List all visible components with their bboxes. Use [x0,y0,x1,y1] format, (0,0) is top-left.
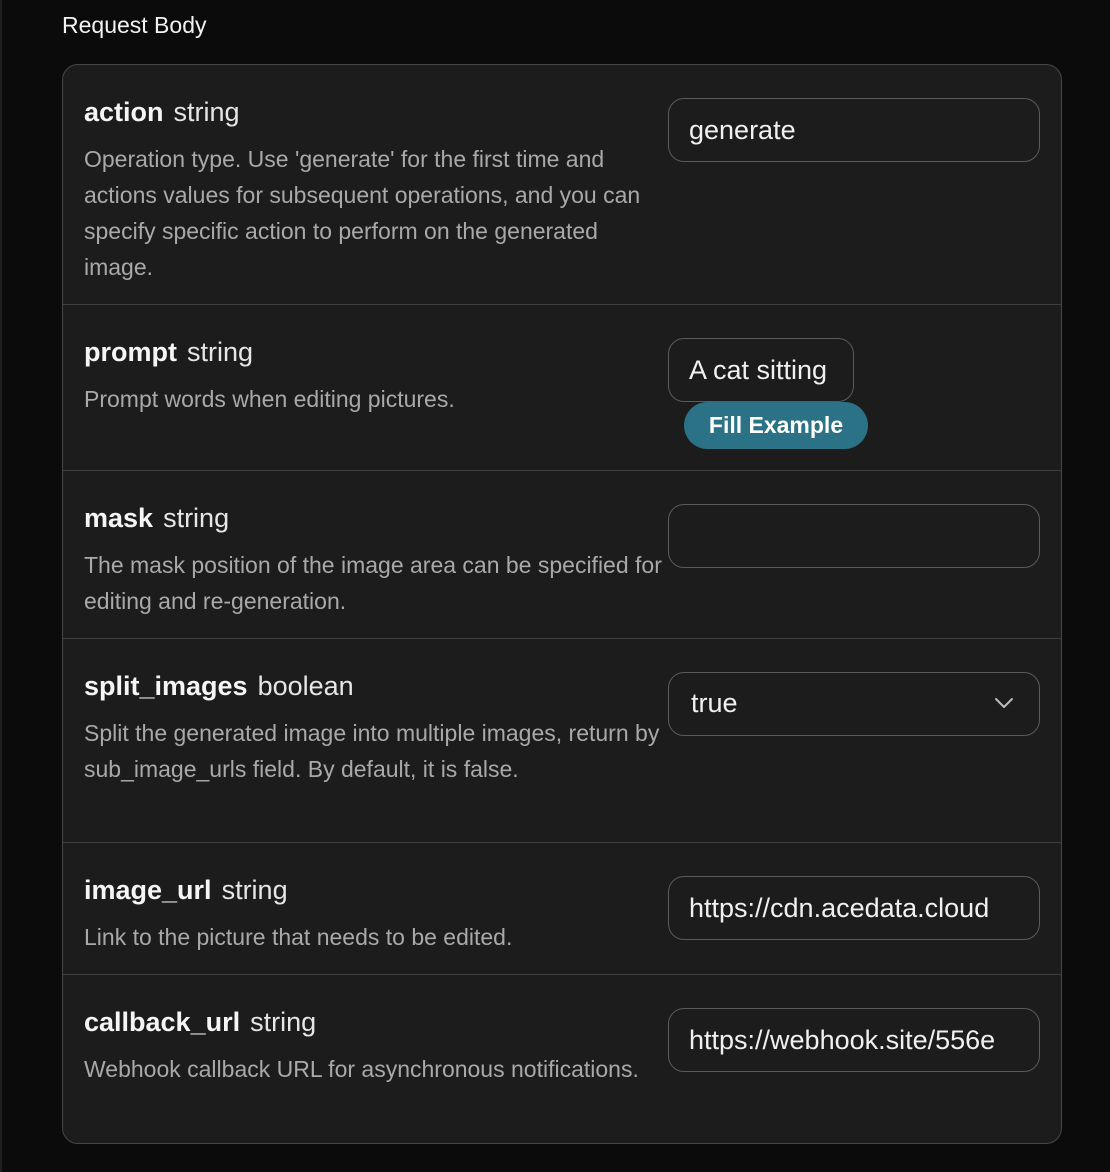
param-split-images [63,639,1061,843]
param-name: split_images [84,671,248,701]
param-header [84,95,240,129]
request-body-panel [62,64,1062,1144]
param-name: image_url [84,875,212,905]
param-type: string [163,503,230,533]
section-title: Request Body [62,12,207,38]
mask-input[interactable] [668,504,1040,568]
param-name: callback_url [84,1007,241,1037]
param-header [84,669,354,703]
param-description: Split the generated image into multiple images, return by sub_image_urls field. By default, it is false. [84,720,660,782]
param-header [84,335,253,369]
param-description: The mask position of the image area can be specified for editing and re-generation. [84,552,662,614]
action-input[interactable] [668,98,1040,162]
param-name: action [84,97,164,127]
param-type: string [221,875,288,905]
callback-url-input[interactable] [668,1008,1040,1072]
param-name: mask [84,503,154,533]
param-description: Operation type. Use 'generate' for the first time and actions values for subsequent operations, and you can specify specific action to perform on the generated image. [84,146,641,280]
param-action [63,65,1061,305]
param-image-url [63,843,1061,975]
param-type: string [186,337,254,367]
param-description: Link to the picture that needs to be edited. [84,924,513,950]
chevron-down-icon [993,692,1015,714]
select-value: true [691,688,738,718]
split-images-select[interactable] [668,672,1040,736]
param-name: prompt [84,337,177,367]
prompt-input[interactable] [668,338,854,402]
param-prompt [63,305,1061,471]
param-description: Webhook callback URL for asynchronous notifications. [84,1056,639,1082]
param-type: string [250,1007,317,1037]
param-mask [63,471,1061,639]
param-description: Prompt words when editing pictures. [84,386,455,412]
param-header [84,873,288,907]
fill-example-button[interactable]: Fill Example [684,402,868,449]
param-callback-url [63,975,1061,1144]
image-url-input[interactable] [668,876,1040,940]
param-type: string [173,97,240,127]
param-header [84,501,229,535]
param-type: boolean [257,671,354,701]
param-header [84,1005,316,1039]
